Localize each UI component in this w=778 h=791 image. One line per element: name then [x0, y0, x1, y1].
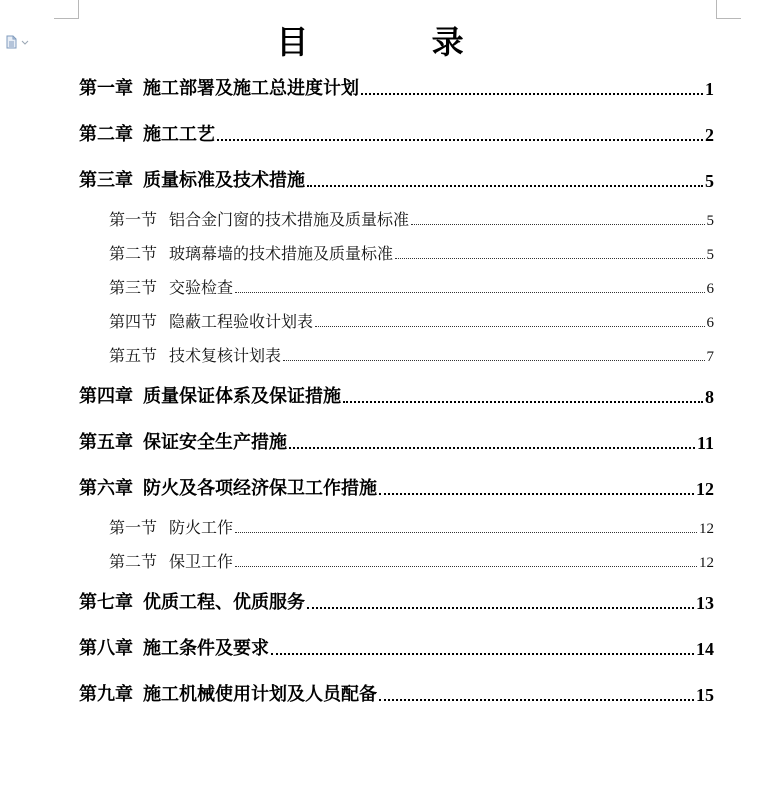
toc-entry-title: 防火及各项经济保卫工作措施 — [143, 478, 377, 499]
toc-entry-title: 铝合金门窗的技术措施及质量标准 — [169, 210, 410, 229]
toc-leader-dots — [315, 326, 704, 327]
toc-entry-number: 第三章 — [79, 170, 133, 191]
toc-entry-number: 第一章 — [79, 78, 133, 99]
toc-entry-title: 优质工程、优质服务 — [143, 592, 305, 613]
toc-entry-number: 第二节 — [109, 244, 158, 263]
toc-entry-number: 第五节 — [109, 346, 158, 365]
toc-leader-dots — [271, 653, 694, 655]
toc-entry-title: 隐蔽工程验收计划表 — [169, 312, 314, 331]
toc-leader-dots — [361, 93, 703, 95]
toc-section-entry[interactable] — [109, 208, 714, 230]
toc-page-number: 2 — [705, 125, 714, 145]
toc-page-number: 14 — [696, 639, 714, 659]
toc-entry-title: 保卫工作 — [169, 552, 234, 571]
margin-corner-left — [54, 0, 79, 19]
toc-entry-number: 第四节 — [109, 312, 158, 331]
toc-chapter-entry[interactable] — [79, 76, 714, 100]
toc-entry-title: 施工机械使用计划及人员配备 — [143, 684, 377, 705]
toc-entry-title: 施工条件及要求 — [143, 638, 269, 659]
toc-entry-number: 第八章 — [79, 638, 133, 659]
toc-leader-dots — [379, 493, 694, 495]
toc-leader-dots — [235, 566, 697, 567]
toc-chapter-entry[interactable] — [79, 168, 714, 192]
toc-leader-dots — [235, 292, 704, 293]
toc-entry-number: 第二节 — [109, 552, 158, 571]
toc-page-number: 7 — [706, 349, 714, 365]
toc-section-entry[interactable] — [109, 344, 714, 366]
toc-chapter-entry[interactable] — [79, 476, 714, 500]
toc-entry-title: 质量保证体系及保证措施 — [143, 386, 341, 407]
toc-leader-dots — [379, 699, 694, 701]
toc-page-number: 5 — [706, 247, 714, 263]
toc-leader-dots — [395, 258, 704, 259]
toc-chapter-entry[interactable] — [79, 384, 714, 408]
toc-page-number: 5 — [706, 213, 714, 229]
toc-entry-title: 玻璃幕墙的技术措施及质量标准 — [169, 244, 394, 263]
toc-leader-dots — [307, 185, 703, 187]
toc-entry-title: 防火工作 — [169, 518, 234, 537]
toc-leader-dots — [283, 360, 704, 361]
toc-leader-dots — [307, 607, 694, 609]
toc-leader-dots — [343, 401, 703, 403]
toc-entry-number: 第七章 — [79, 592, 133, 613]
toc-page-number: 12 — [699, 521, 714, 537]
toc-page-number: 12 — [696, 479, 714, 499]
toc-page-number: 6 — [706, 281, 714, 297]
toc-section-entry[interactable] — [109, 242, 714, 264]
toc-entry-title: 交验检查 — [169, 278, 234, 297]
toc-chapter-entry[interactable] — [79, 122, 714, 146]
toc-entry-title: 技术复核计划表 — [169, 346, 282, 365]
toc-entry-title: 质量标准及技术措施 — [143, 170, 305, 191]
toc-page-number: 6 — [706, 315, 714, 331]
toc-leader-dots — [289, 447, 695, 449]
toc-entry-title: 施工工艺 — [143, 124, 215, 145]
toc-entry-number: 第四章 — [79, 386, 133, 407]
toc-title: 目 录 — [276, 23, 520, 61]
toc-entry-number: 第五章 — [79, 432, 133, 453]
toc-chapter-entry[interactable] — [79, 682, 714, 706]
toc-entry-number: 第九章 — [79, 684, 133, 705]
margin-corner-right — [716, 0, 741, 19]
toc-leader-dots — [217, 139, 703, 141]
toc-chapter-entry[interactable] — [79, 636, 714, 660]
toc-entry-number: 第一节 — [109, 210, 158, 229]
toc-section-entry[interactable] — [109, 276, 714, 298]
toc-page-number: 12 — [699, 555, 714, 571]
toc-entry-number: 第一节 — [109, 518, 158, 537]
toc-entry-number: 第三节 — [109, 278, 158, 297]
toc-section-entry[interactable] — [109, 310, 714, 332]
toc-entry-number: 第二章 — [79, 124, 133, 145]
toc-leader-dots — [235, 532, 697, 533]
toc-page-number: 15 — [696, 685, 714, 705]
toc-page-number: 5 — [705, 171, 714, 191]
toc-section-entry[interactable] — [109, 550, 714, 572]
toc-leader-dots — [411, 224, 704, 225]
toc-chapter-entry[interactable] — [79, 430, 714, 454]
toc-entry-title: 施工部署及施工总进度计划 — [143, 78, 359, 99]
toc-page-number: 1 — [705, 79, 714, 99]
toc-chapter-entry[interactable] — [79, 590, 714, 614]
toc-entry-title: 保证安全生产措施 — [143, 432, 287, 453]
toc-page-number: 8 — [705, 387, 714, 407]
toc-page-number: 11 — [696, 433, 714, 453]
toc-entry-number: 第六章 — [79, 478, 133, 499]
toc-section-entry[interactable] — [109, 516, 714, 538]
toc-page-number: 13 — [696, 593, 714, 613]
